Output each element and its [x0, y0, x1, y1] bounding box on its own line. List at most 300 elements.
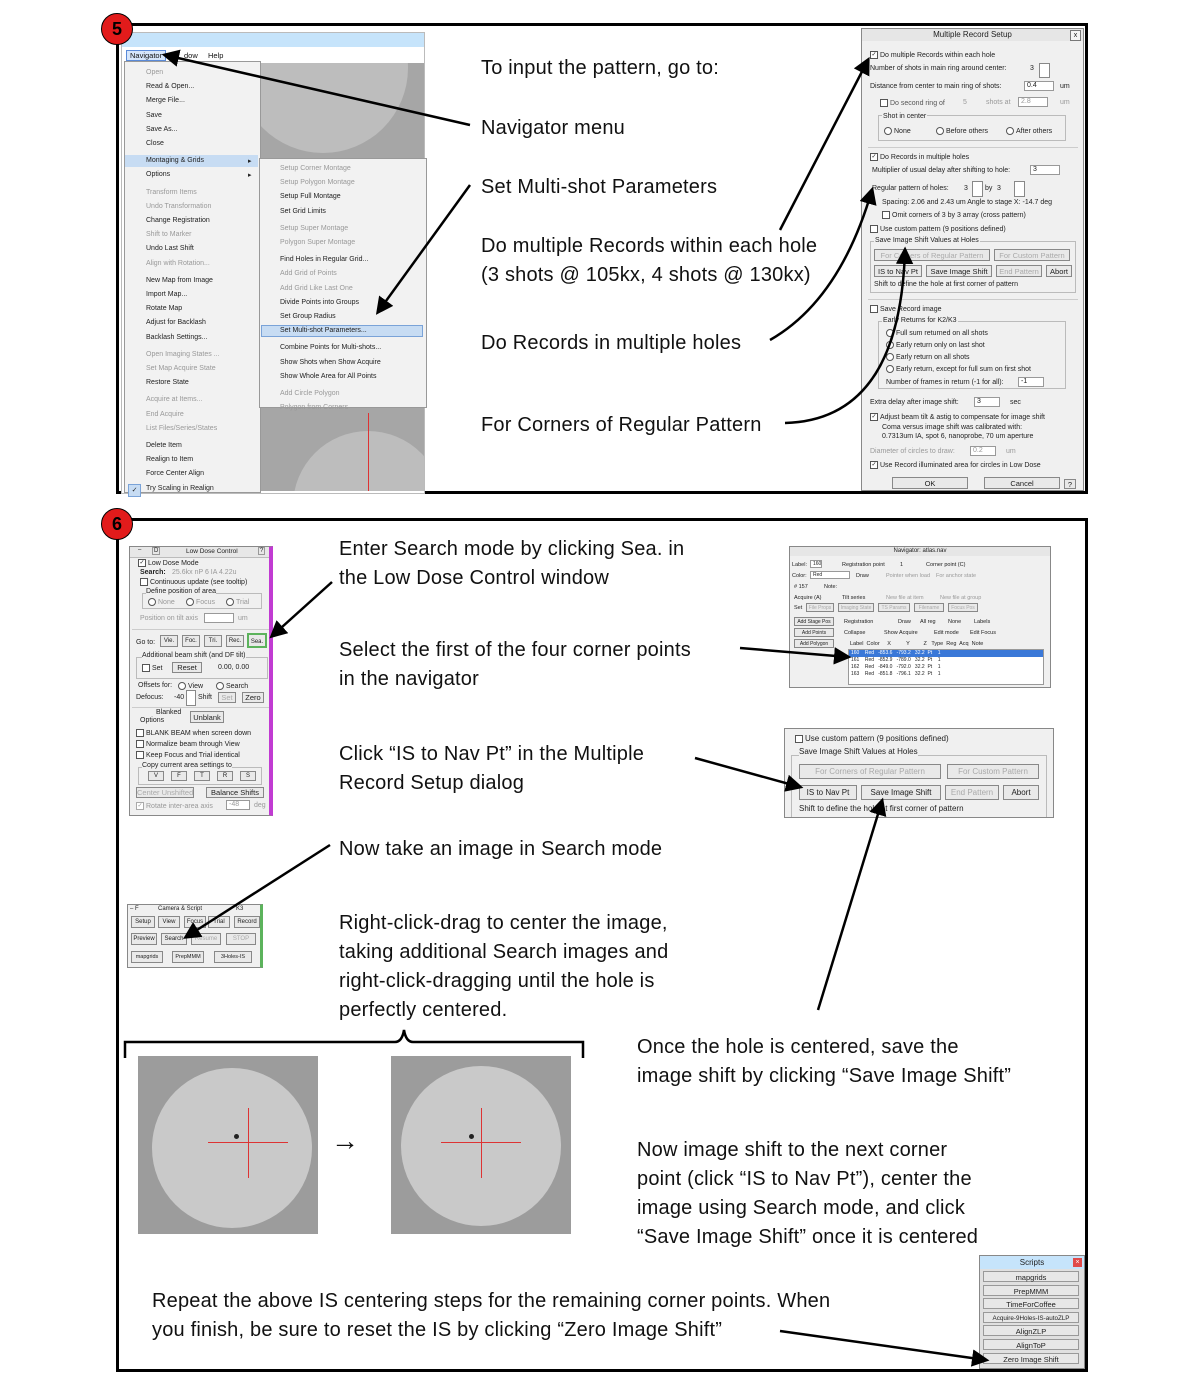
radio-before[interactable] — [936, 127, 988, 135]
callout-input-pattern: To input the pattern, go to: — [481, 57, 719, 79]
radio-none[interactable] — [884, 127, 911, 135]
rotate-checkbox[interactable] — [136, 802, 213, 810]
mrs-body — [866, 43, 1080, 488]
nav-menu-item[interactable]: Import Map... — [146, 291, 188, 298]
help-button[interactable]: ? — [1064, 479, 1076, 489]
submenu-item[interactable]: Add Circle Polygon — [280, 390, 340, 397]
center-unshifted-button[interactable]: Center Unshifted — [137, 788, 194, 797]
submenu-item[interactable]: Show Shots when Show Acquire — [280, 358, 381, 366]
nav-registration: Registration — [844, 619, 874, 625]
em-hole-top — [258, 63, 408, 153]
checkbox-icon — [870, 305, 878, 313]
defocus-spinner[interactable] — [186, 690, 196, 706]
hole-dot — [234, 1134, 239, 1139]
submenu-item[interactable]: Show Whole Area for All Points — [280, 372, 377, 380]
script-button[interactable]: TimeForCoffee — [983, 1298, 1079, 1309]
nav-tilt-series[interactable]: Tilt series — [842, 595, 866, 601]
callout-do-multiple-l1: Do multiple Records within each hole — [481, 235, 818, 257]
nav-collapse[interactable]: Collapse — [844, 630, 866, 636]
position-tilt-input[interactable] — [204, 613, 234, 623]
check-icon: ✓ — [871, 154, 877, 160]
nav-menu-item[interactable]: Open — [146, 69, 164, 76]
omit-corners-checkbox[interactable] — [882, 211, 1026, 219]
distance-label: Distance from center to main ring of shots: — [870, 83, 1002, 90]
nav-title: Navigator: atlas.nav — [893, 548, 947, 554]
checkbox-icon — [136, 729, 144, 737]
submenu-item[interactable]: Combine Points for Multi-shots... — [280, 344, 382, 352]
nav-menu-item[interactable]: Undo Transformation — [146, 202, 212, 210]
callout-repeat-l1: Repeat the above IS centering steps for the remaining corner points. When — [152, 1290, 831, 1312]
crop-is-to-nav-pt-button[interactable]: IS to Nav Pt — [799, 785, 857, 800]
nav-menu-item[interactable]: Set Map Acquire State — [146, 365, 216, 372]
keep-focus-label: Keep Focus and Trial identical — [146, 751, 240, 759]
crop-save-image-shift-button[interactable]: Save Image Shift — [861, 785, 941, 800]
num-shots-value[interactable]: 3 — [1030, 65, 1034, 72]
checkbox-icon — [142, 664, 150, 672]
radio-after-label: After others — [1016, 127, 1053, 135]
nav-menu-item[interactable]: Adjust for Backlash — [146, 319, 206, 327]
callout-take-image: Now take an image in Search mode — [339, 838, 663, 860]
nav-menu-item[interactable]: Align with Rotation... — [146, 259, 210, 267]
radio-icon — [226, 598, 234, 606]
ld-shift-label: Shift — [198, 694, 213, 701]
distance-unit: um — [1060, 83, 1070, 90]
nav-add-polygon[interactable]: Add Polygon — [794, 639, 834, 648]
nav-menu-item[interactable]: Transform Items — [146, 188, 197, 196]
submenu-item[interactable]: Polygon from Corners — [280, 404, 349, 412]
nav-menu-item[interactable]: Delete Item — [146, 442, 182, 449]
submenu-item[interactable]: Add Grid Like Last One — [280, 284, 353, 292]
full-sum-label: Full sum returned on all shots — [896, 329, 988, 337]
nav-menu-item[interactable]: Shift to Marker — [146, 231, 192, 239]
crop-end-pattern-button[interactable]: End Pattern — [945, 785, 999, 800]
keep-focus-checkbox[interactable] — [136, 751, 240, 759]
copy-to-button[interactable]: T — [194, 771, 210, 781]
checkbox-icon — [795, 735, 803, 743]
unblank-button[interactable]: Unblank — [190, 711, 224, 723]
nav-menu-item[interactable]: List Files/Series/States — [146, 424, 218, 432]
nav-registration-point: Registration point — [842, 562, 885, 568]
ld-focus-label: Focus — [196, 598, 216, 606]
nav-acquire[interactable]: Acquire (A) — [794, 595, 822, 601]
cam-setup-button[interactable]: Setup — [131, 916, 155, 928]
spacing-text: Spacing: 2.06 and 2.43 um Angle to stage X: -14.7 deg — [882, 199, 1053, 206]
table-row[interactable]: 161 Red -852.9 -789.0 32.2 Pt 1 — [851, 657, 941, 663]
do-records-holes-checkbox[interactable] — [870, 153, 969, 161]
omit-corners-label: Omit corners of 3 by 3 array (cross pattern) — [892, 211, 1026, 219]
low-dose-mode-checkbox[interactable] — [138, 559, 199, 567]
nav-menu-item[interactable]: Options — [146, 171, 171, 179]
divider — [868, 299, 1078, 300]
script-button[interactable]: mapgrids — [983, 1271, 1079, 1282]
radio-offsets-view[interactable] — [178, 682, 203, 690]
nav-reg-val[interactable]: 1 — [900, 562, 904, 568]
radio-offsets-search[interactable] — [216, 682, 248, 690]
hole-image-after — [391, 1056, 571, 1234]
nav-label-input[interactable]: 160 — [810, 560, 822, 568]
coma-line-1: Coma versus image shift was calibrated with: — [882, 424, 1023, 431]
goto-focus-button[interactable]: Foc. — [182, 635, 200, 647]
submenu-item[interactable]: Setup Corner Montage — [280, 165, 351, 172]
divider — [132, 629, 270, 630]
nav-menu-item[interactable]: Save — [146, 111, 162, 119]
check-icon: ✓ — [871, 52, 877, 58]
crop-abort-button[interactable]: Abort — [1003, 785, 1039, 800]
diameter-unit: um — [1006, 448, 1016, 455]
nav-file-props[interactable]: File Props — [806, 603, 834, 612]
crosshair-v — [481, 1108, 482, 1178]
multiplier-label: Multiplier of usual delay after shifting to hole: — [872, 167, 1011, 174]
copy-to-button[interactable]: R — [217, 771, 233, 781]
nav-menu-item[interactable]: Save As... — [146, 125, 178, 133]
check-icon: ✓ — [128, 484, 141, 497]
options-label: Options — [140, 717, 165, 724]
submenu-item[interactable]: Setup Super Montage — [280, 224, 349, 232]
cam-script-mapgrids[interactable]: mapgrids — [131, 951, 163, 963]
radio-icon — [178, 682, 186, 690]
ld-search-info: 25.6kx nP 6 IA 4.22u — [172, 569, 237, 576]
em-hole-bottom — [293, 431, 424, 491]
nav-edit-mode[interactable]: Edit mode — [934, 630, 959, 636]
cam-title: Camera & Script — [158, 906, 203, 912]
nav-menu-item[interactable]: Open Imaging States ... — [146, 350, 220, 358]
ld-help-icon[interactable]: ? — [260, 548, 264, 554]
ld-search-label: Search: — [140, 569, 166, 576]
copy-to-button[interactable]: F — [171, 771, 187, 781]
nav-new-file-group[interactable]: New file at group — [940, 595, 982, 601]
nav-corner-point[interactable]: Corner point (C) — [926, 562, 966, 568]
em-crosshair-v — [368, 413, 369, 491]
nav-new-file-item[interactable]: New file at item — [886, 595, 924, 601]
nav-focus-pos[interactable]: Focus Pos — [948, 603, 978, 612]
offsets-view-label: View — [188, 682, 204, 690]
nav-draw2[interactable]: Draw — [898, 619, 911, 625]
goto-search-button[interactable]: Sea. — [247, 633, 267, 648]
cam-stop-button[interactable]: STOP — [226, 933, 256, 945]
nav-menu-item[interactable]: Merge File... — [146, 97, 185, 105]
callout-select-first-l2: in the navigator — [339, 668, 479, 690]
early-all-label: Early return on all shots — [896, 353, 970, 361]
navigator-window — [789, 546, 1051, 688]
diameter-input[interactable]: 0.2 — [970, 446, 996, 456]
regular-pattern-label: Regular pattern of holes: — [872, 185, 949, 192]
submenu-item[interactable]: Divide Points into Groups — [280, 298, 359, 306]
blank-beam-label: BLANK BEAM when screen down — [146, 729, 252, 737]
submenu-item[interactable]: Polygon Super Montage — [280, 239, 356, 246]
check-icon: ✓ — [871, 414, 877, 420]
goto-label: Go to: — [136, 639, 156, 646]
continuous-label: Continuous update (see tooltip) — [150, 578, 248, 586]
submenu-item[interactable]: Set Grid Limits — [280, 207, 326, 215]
cam-resume-button[interactable]: Resume — [191, 933, 221, 945]
script-button[interactable]: Acquire-9Holes-IS-autoZLP — [983, 1312, 1079, 1323]
nav-show-acquire[interactable]: Show Acquire — [884, 630, 918, 636]
radio-early-all[interactable] — [886, 353, 970, 361]
crop-for-corners-button[interactable]: For Corners of Regular Pattern — [799, 764, 941, 779]
nav-imaging-state[interactable]: Imaging State — [838, 603, 874, 612]
extra-delay-input[interactable]: 3 — [974, 397, 1000, 407]
nav-add-stage-pos[interactable]: Add Stage Pos — [794, 617, 834, 626]
do-multiple-label: Do multiple Records within each hole — [880, 51, 996, 59]
radio-after[interactable] — [1006, 127, 1052, 135]
callout-now-shift-l1: Now image shift to the next corner — [637, 1139, 948, 1161]
radio-ld-focus[interactable] — [186, 598, 215, 606]
cam-record-button[interactable]: Record — [234, 916, 260, 928]
cam-script-prepmmm[interactable]: PrepMMM — [172, 951, 204, 963]
nav-menu-item[interactable]: Try Scaling in Realign — [146, 484, 214, 492]
callout-select-first-l1: Select the first of the four corner points — [339, 639, 691, 661]
second-ring-n[interactable]: 5 — [963, 99, 967, 106]
cam-trial-button[interactable]: Trial — [208, 916, 230, 928]
ld-set-label: Set — [152, 664, 163, 672]
cam-view-button[interactable]: View — [158, 916, 180, 928]
nav-filename[interactable]: Filename — [914, 603, 944, 612]
use-custom-label: Use custom pattern (9 positions defined) — [880, 225, 1006, 233]
rotate-unit: deg — [254, 802, 266, 809]
nav-menu-item[interactable]: New Map from Image — [146, 276, 213, 284]
ld-none-label: None — [158, 598, 175, 606]
close-icon[interactable]: × — [1073, 1258, 1082, 1267]
callout-right-click-l1: Right-click-drag to center the image, — [339, 912, 668, 934]
callout-navigator-menu: Navigator menu — [481, 117, 625, 139]
script-button[interactable]: AlignZLP — [983, 1325, 1079, 1336]
before-after-arrow: → — [331, 1125, 360, 1156]
callout-repeat-l2: you finish, be sure to reset the IS by clicking “Zero Image Shift” — [152, 1319, 723, 1341]
nav-menu-item[interactable]: Force Center Align — [146, 470, 204, 478]
nav-menu-item[interactable]: Rotate Map — [146, 305, 183, 313]
nav-anchor[interactable]: For anchor state — [936, 573, 977, 579]
copy-current-label: Copy current area settings to — [142, 762, 232, 769]
defocus-label: Defocus: — [136, 694, 164, 701]
nav-label-lbl: Label: — [792, 562, 807, 568]
step6-panel — [116, 518, 1088, 1372]
scripts-window — [979, 1255, 1085, 1369]
use-record-area-checkbox[interactable] — [870, 461, 1041, 469]
checkbox-icon — [136, 751, 144, 759]
check-icon: ✓ — [871, 462, 877, 468]
callout-enter-search-l2: the Low Dose Control window — [339, 567, 609, 589]
reg-x-value[interactable]: 3 — [964, 185, 968, 192]
close-icon[interactable]: x — [1070, 30, 1081, 41]
nav-menu-item[interactable]: Read & Open... — [146, 83, 195, 91]
nav-menu-item[interactable]: Backlash Settings... — [146, 333, 208, 341]
cam-focus-button[interactable]: Focus — [184, 916, 206, 928]
script-button[interactable]: Zero Image Shift — [983, 1353, 1079, 1364]
radio-ld-none[interactable] — [148, 598, 175, 606]
script-button[interactable]: AlignToP — [983, 1339, 1079, 1350]
second-ring-checkbox[interactable] — [880, 99, 945, 107]
offsets-for-label: Offsets for: — [138, 682, 173, 689]
nav-pointer[interactable]: Pointer when load — [886, 573, 931, 579]
nav-set: Set — [794, 605, 803, 611]
checkbox-icon — [882, 211, 890, 219]
nav-menu-item[interactable]: Restore State — [146, 379, 189, 387]
multiplier-input[interactable]: 3 — [1030, 165, 1060, 175]
hole-dot — [469, 1134, 474, 1139]
checkbox-icon — [140, 578, 148, 586]
nav-note: Note: — [824, 584, 838, 590]
multiple-record-setup-dialog — [861, 28, 1084, 491]
submenu-item[interactable]: Find Holes in Regular Grid... — [280, 256, 369, 264]
nav-menu-item[interactable]: End Acquire — [146, 410, 184, 418]
nav-menu-item[interactable]: Montaging & Grids — [146, 157, 204, 165]
nav-color-select[interactable]: Red — [810, 571, 850, 579]
nav-titlebar — [790, 547, 1050, 556]
nav-none[interactable]: None — [948, 619, 962, 625]
adjust-beam-checkbox[interactable] — [870, 413, 1045, 421]
shift-define-text: Shift to define the hole at first corner of pattern — [874, 281, 1018, 288]
serialem-window-fragment — [121, 32, 425, 494]
num-shots-label: Number of shots in main ring around center: — [870, 65, 1007, 72]
ld-titlebar — [130, 547, 272, 558]
ld-minus-icon[interactable]: – — [138, 547, 142, 553]
radio-icon — [886, 329, 894, 337]
scripts-titlebar — [980, 1256, 1084, 1269]
reg-y-value[interactable]: 3 — [997, 185, 1001, 192]
radio-early-last[interactable] — [886, 341, 985, 349]
for-custom-button[interactable]: For Custom Pattern — [994, 249, 1070, 261]
crop-for-custom-button[interactable]: For Custom Pattern — [947, 764, 1039, 779]
second-ring-input[interactable]: 2.8 — [1018, 97, 1048, 107]
menu-navigator[interactable]: Navigator — [126, 50, 166, 61]
callout-now-shift-l2: point (click “IS to Nav Pt”), center the — [637, 1168, 972, 1190]
submenu-item[interactable]: Set Group Radius — [280, 313, 336, 320]
ok-button[interactable]: OK — [892, 477, 968, 489]
script-button[interactable]: PrepMMM — [983, 1285, 1079, 1296]
nav-item-list[interactable] — [848, 649, 1044, 685]
use-custom-checkbox[interactable] — [870, 225, 1006, 233]
rotate-input[interactable]: -48 — [226, 800, 250, 810]
submenu-item[interactable]: Setup Full Montage — [280, 193, 341, 201]
nav-all-reg[interactable]: All reg — [920, 619, 936, 625]
callout-do-records-holes: Do Records in multiple holes — [481, 332, 742, 354]
nav-labels[interactable]: Labels — [974, 619, 991, 625]
radio-ld-trial[interactable] — [226, 598, 249, 606]
radio-icon — [884, 127, 892, 135]
goto-view-button[interactable]: Vie. — [160, 635, 178, 647]
nav-add-points[interactable]: Add Points — [794, 628, 834, 637]
mrs-crop-window — [784, 728, 1054, 818]
do-multiple-checkbox[interactable] — [870, 51, 995, 59]
defocus-value[interactable]: -40 — [174, 694, 185, 701]
num-shots-spinner[interactable] — [1039, 63, 1050, 78]
nav-menu-item[interactable]: Realign to Item — [146, 456, 194, 464]
copy-to-button[interactable]: V — [148, 771, 164, 781]
menu-window[interactable]: dow — [184, 51, 198, 60]
copy-to-button[interactable]: S — [240, 771, 256, 781]
num-frames-input[interactable]: -1 — [1018, 377, 1044, 387]
save-record-label: Save Record image — [880, 305, 942, 313]
step6-badge: 6 — [101, 508, 133, 540]
abort-button[interactable]: Abort — [1046, 265, 1072, 277]
for-corners-button[interactable]: For Corners of Regular Pattern — [874, 249, 990, 261]
cam-preview-button[interactable]: Preview — [131, 933, 157, 945]
ld-reset-button[interactable]: Reset — [172, 662, 202, 673]
table-row[interactable]: 160 Red -853.6 -793.2 32.2 Pt 1 — [849, 650, 1043, 657]
goto-trial-button[interactable]: Tri. — [204, 635, 222, 647]
nav-ts-params[interactable]: TS Params — [878, 603, 910, 612]
adjust-beam-label: Adjust beam tilt & astig to compensate for image shift — [880, 413, 1045, 421]
submenu-item[interactable]: Set Multi-shot Parameters... — [280, 327, 367, 335]
crop-use-custom[interactable] — [795, 734, 949, 743]
callout-now-shift-l3: image using Search mode, and click — [637, 1197, 966, 1219]
nav-edit-focus[interactable]: Edit Focus — [970, 630, 996, 636]
submenu-item[interactable]: Add Grid of Points — [280, 270, 337, 278]
extra-delay-unit: sec — [1010, 399, 1021, 406]
submenu-item[interactable]: Setup Polygon Montage — [280, 179, 355, 187]
radio-icon — [886, 365, 894, 373]
callout-right-click-l2: taking additional Search images and — [339, 941, 669, 963]
continuous-checkbox[interactable] — [140, 578, 247, 586]
balance-shifts-button[interactable]: Balance Shifts — [206, 787, 264, 798]
nav-menu-item[interactable]: Change Registration — [146, 217, 210, 224]
normalize-label: Normalize beam through View — [146, 740, 240, 748]
cam-minus-icon[interactable]: – F — [130, 906, 139, 912]
nav-draw-checkbox[interactable]: Draw — [856, 573, 869, 579]
shots-at-label: shots at — [986, 99, 1011, 106]
cam-search-button[interactable]: Search — [161, 933, 187, 945]
use-record-area-label: Use Record illuminated area for circles in Low Dose — [880, 461, 1041, 469]
ld-zero-button[interactable]: Zero — [242, 692, 264, 703]
save-image-shift-button[interactable]: Save Image Shift — [926, 265, 992, 277]
crop-use-custom-label: Use custom pattern (9 positions defined) — [805, 734, 949, 743]
shift-value: 0.00, 0.00 — [218, 664, 250, 671]
callout-enter-search-l1: Enter Search mode by clicking Sea. in — [339, 538, 685, 560]
callout-right-click-l4: perfectly centered. — [339, 999, 508, 1021]
radio-early-except[interactable] — [886, 365, 1031, 373]
callout-do-multiple-l2: (3 shots @ 105kx, 4 shots @ 130kx) — [481, 264, 811, 286]
callout-for-corners: For Corners of Regular Pattern — [481, 414, 762, 436]
shot-in-center-label: Shot in center — [883, 113, 927, 120]
divider — [868, 147, 1078, 148]
check-icon: ✓ — [137, 803, 143, 809]
end-pattern-button[interactable]: End Pattern — [996, 265, 1042, 277]
radio-icon — [886, 341, 894, 349]
table-row[interactable]: 163 Red -851.8 -796.1 32.2 Pt 1 — [851, 671, 941, 677]
ld-set-checkbox[interactable] — [142, 664, 163, 672]
nav-num: # 157 — [794, 584, 808, 590]
divider — [132, 707, 270, 708]
camera-script-window — [127, 904, 263, 968]
nav-menu-item[interactable]: Close — [146, 140, 164, 147]
ld-set-button[interactable]: Set — [218, 692, 236, 703]
cam-script-3holes[interactable]: 3Holes-IS — [214, 951, 252, 963]
blank-beam-checkbox[interactable] — [136, 729, 251, 737]
menu-help[interactable]: Help — [208, 51, 224, 60]
nav-menu-item[interactable]: Acquire at Items... — [146, 396, 203, 404]
save-record-checkbox[interactable] — [870, 305, 941, 313]
distance-input[interactable]: 0.4 — [1024, 81, 1054, 91]
nav-menu-item[interactable]: Undo Last Shift — [146, 245, 194, 253]
callout-once-centered-l2: image shift by clicking “Save Image Shift” — [637, 1065, 1012, 1087]
offsets-search-label: Search — [226, 682, 249, 690]
cancel-button[interactable]: Cancel — [984, 477, 1060, 489]
radio-icon — [186, 598, 194, 606]
reg-y-spinner[interactable] — [1014, 181, 1025, 197]
goto-record-button[interactable]: Rec. — [226, 635, 244, 647]
reg-x-spinner[interactable] — [972, 181, 983, 197]
radio-before-label: Before others — [946, 127, 989, 135]
extra-delay-label: Extra delay after image shift: — [870, 399, 959, 406]
checkbox-icon — [136, 740, 144, 748]
is-to-nav-pt-button[interactable]: IS to Nav Pt — [874, 265, 922, 277]
radio-full-sum[interactable] — [886, 329, 988, 337]
ld-d-button[interactable]: D — [154, 548, 159, 554]
radio-icon — [886, 353, 894, 361]
table-row[interactable]: 162 Red -849.0 -792.0 32.2 Pt 1 — [851, 664, 941, 670]
rotate-label: Rotate inter-area axis — [146, 802, 213, 810]
normalize-checkbox[interactable] — [136, 740, 240, 748]
